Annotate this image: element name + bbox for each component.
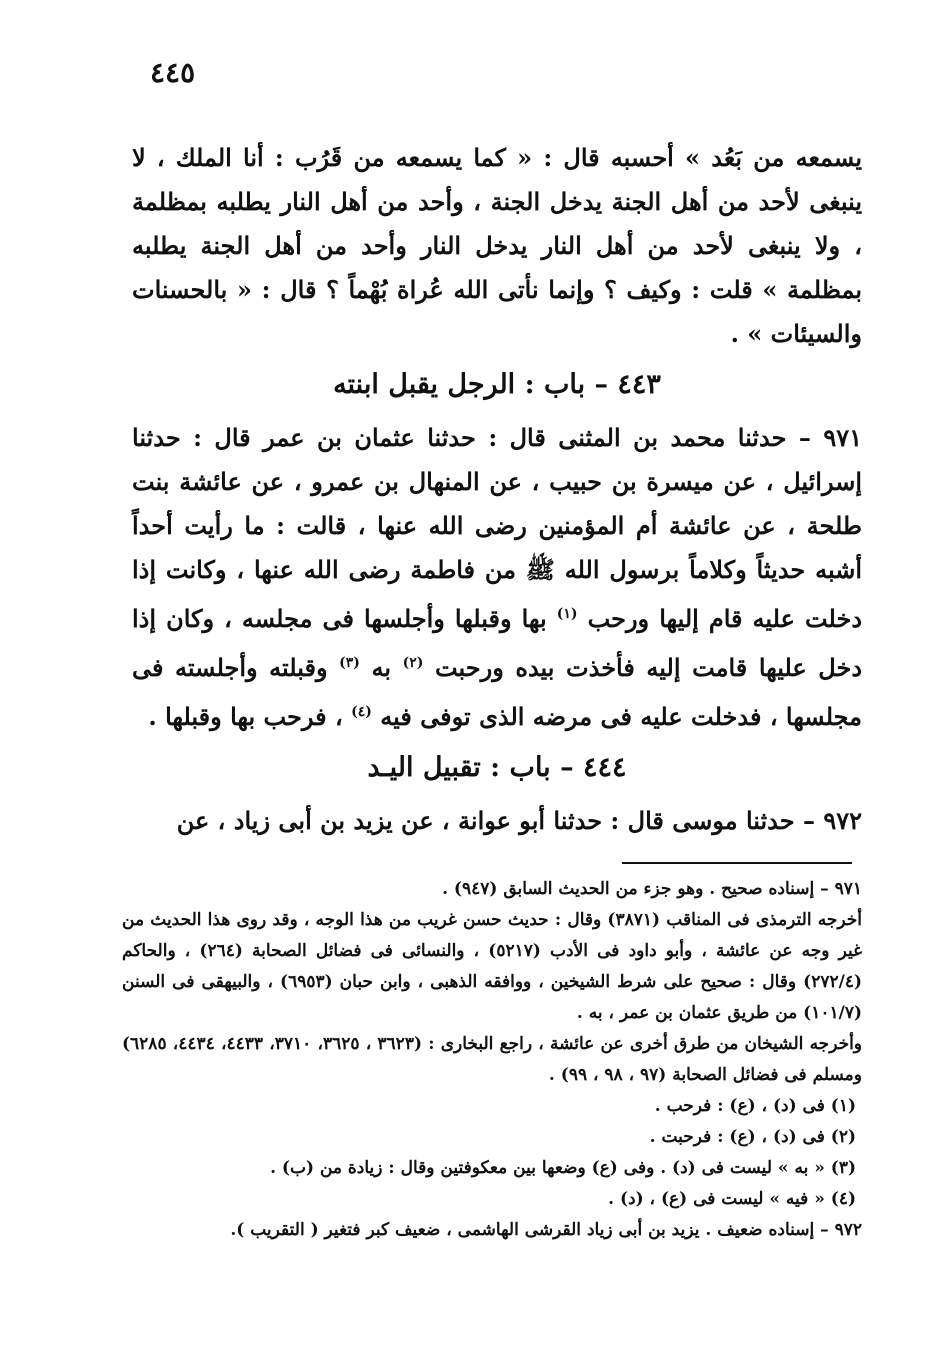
footnote-971-takhrij: أخرجه الترمذى فى المناقب (٣٨٧١) وقال : حديث حسن غريب من هذا الوجه ، وقد روى هذا الحديث من غير وجه عن عائشة ، وأبو داود فى الأدب (٥٢١٧) ، والنسائى فى فضائل الصحابة (٢٦٤) ، والحاكم (٢٧٢/٤) وقال : صحيح على شرط الشيخين ، ووافقه الذهبى ، وابن حبان (٦٩٥٣) ، والبيهقى فى السنن (١٠١/٧) من طريق عثمان بن عمر ، به . (122, 910, 862, 1023)
chapter-heading-444: ٤٤٤ – باب : تقبيل اليـد (367, 752, 627, 783)
footnote-972-label: ٩٧٢ – إسناده ضعيف (717, 1220, 862, 1240)
footnote-971-text: . وهو جزء من الحديث السابق (٩٤٧) . (442, 879, 716, 899)
footnote-separator (622, 862, 852, 864)
hadith-971 (132, 416, 862, 739)
hadith-971-part1: ٩٧١ – حدثنا محمد بن المثنى قال : حدثنا عثمان بن عمر قال : حدثنا إسرائيل ، عن ميسرة بن حبيب ، عن المنهال بن عمرو ، عن عائشة بنت طلحة ، عن عائشة أم المؤمنين رضى الله عنها ، قالت : ما رأيت أحداً أشبه حديثاً وكلاماً برسول الله ﷺ من فاطمة رضى الله عنها ، وكانت إذا دخلت عليه قام إليها ورحب (132, 423, 863, 633)
footnote-4: (٤) « فيه » ليست فى (ع) ، (د) . (608, 1189, 856, 1209)
footnote-972-text: . يزيد بن أبى زياد القرشى الهاشمى ، ضعيف كبر فتغير ( التقريب ). (230, 1220, 712, 1240)
footnote-971-verdict (122, 874, 862, 905)
footnote-ref-1: (١) (556, 606, 578, 622)
footnote-971-other-routes: وأخرجه الشيخان من طرق أخرى عن عائشة ، راجع البخارى : (٣٦٢٣ ، ٣٦٢٥، ٣٧١٠، ٤٤٣٣، ٤٤٣٤، ٦٢٨٥) ومسلم فى فضائل الصحابة (٩٧ ، ٩٨ ، ٩٩) . (122, 1034, 863, 1085)
footnote-971-label: ٩٧١ – إسناده صحيح (721, 879, 862, 899)
main-text (132, 136, 862, 843)
hadith-971-part2: بها وقبلها وأجلسها فى مجلسه ، وكان إذا دخل عليها قامت إليه فأخذت بيده ورحبت (132, 604, 863, 682)
footnote-972-verdict (122, 1215, 862, 1246)
footnote-1: (١) فى (د) ، (ع) : فرحب . (654, 1096, 856, 1116)
footnote-2: (٢) فى (د) ، (ع) : فرحبت . (649, 1127, 856, 1147)
hadith-971-part3: به (371, 653, 392, 682)
chapter-heading-443: ٤٤٣ – باب : الرجل يقبل ابنته (333, 369, 661, 400)
footnotes-section (122, 874, 862, 1246)
hadith-972: ٩٧٢ – حدثنا موسى قال : حدثنا أبو عوانة ، عن يزيد بن أبى زياد ، عن (176, 806, 862, 835)
footnote-ref-4: (٤) (351, 704, 372, 720)
hadith-971-part5: ، فرحب بها وقبلها . (148, 702, 343, 731)
top-paragraph: يسمعه من بَعُد » أحسبه قال : « كما يسمعه من قَرُب : أنا الملك ، لا ينبغى لأحد من أهل الجنة يدخل الجنة ، وأحد من أهل النار يطلبه بمظلمة ، ولا ينبغى لأحد من أهل النار يدخل النار وأحد من أهل الجنة يطلبه بمظلمة » قلت : وكيف ؟ وإنما نأتى الله عُراة بُهْماً ؟ قال : « بالحسنات والسيئات » . (132, 143, 862, 348)
page-number: ٤٤٥ (150, 56, 196, 89)
footnote-ref-3: (٣) (339, 655, 360, 671)
footnote-3: (٣) « به » ليست فى (د) . وفى (ع) وضعها بين معكوفتين وقال : زيادة من (ب) . (270, 1158, 856, 1178)
hadith-971-part4: وقبلته وأجلسته فى مجلسها ، فدخلت عليه فى مرضه الذى توفى فيه (132, 653, 862, 731)
footnote-ref-2: (٢) (402, 655, 424, 671)
